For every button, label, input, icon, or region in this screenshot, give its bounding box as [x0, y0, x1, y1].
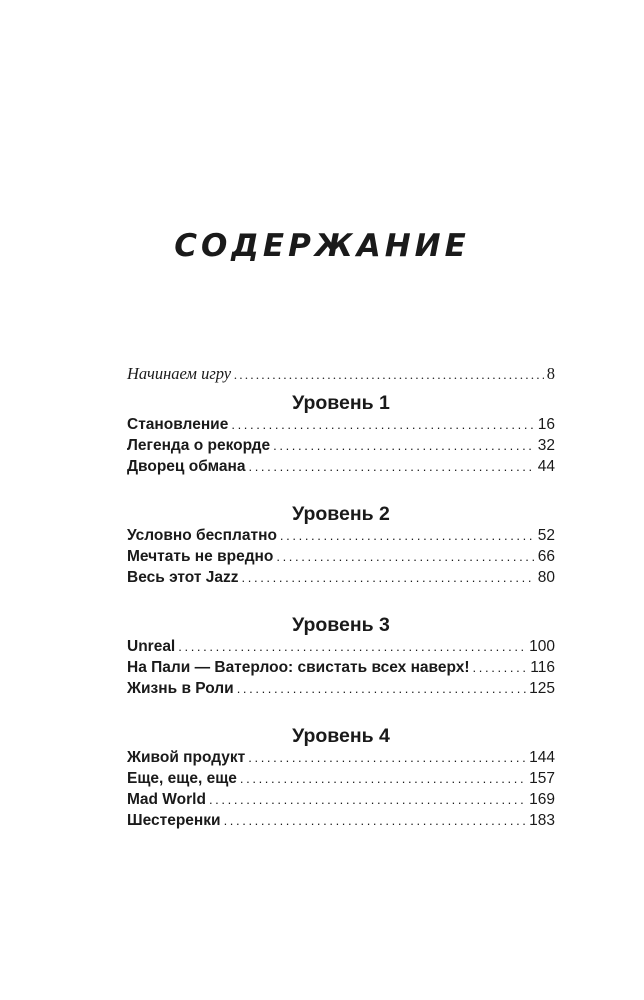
- toc-entry: [127, 569, 555, 590]
- level-heading: Уровень 1: [292, 392, 390, 414]
- toc-entry: [127, 458, 555, 479]
- toc-entry-title: Дворец обмана: [127, 458, 246, 475]
- dot-leader: [248, 750, 526, 765]
- dot-leader: [234, 367, 544, 383]
- toc-entry-title: Весь этот Jazz: [127, 569, 239, 586]
- dot-leader: [473, 660, 528, 675]
- level-section-3: [127, 612, 555, 701]
- toc-entry: [127, 659, 555, 680]
- toc-entry-title: Unreal: [127, 638, 176, 655]
- toc-entry: [127, 548, 555, 569]
- level-section-2: [127, 501, 555, 590]
- toc-entry-page: 157: [529, 770, 555, 787]
- toc-entry-page: 144: [529, 749, 555, 766]
- toc-entry-title: Становление: [127, 416, 229, 433]
- dot-leader: [231, 417, 534, 432]
- toc-entry: [127, 812, 555, 833]
- toc-entry-page: 16: [537, 416, 555, 433]
- toc-entry-page: 80: [537, 569, 555, 586]
- toc-entry-page: 183: [529, 812, 555, 829]
- toc-entry-page: 100: [529, 638, 555, 655]
- toc-entry: [127, 437, 555, 458]
- dot-leader: [240, 771, 526, 786]
- toc-entry-title: Живой продукт: [127, 749, 246, 766]
- toc-entry: [127, 527, 555, 548]
- toc-entry-page: 8: [546, 364, 555, 383]
- toc-entry-title: Начинаем игру: [127, 364, 232, 383]
- dot-leader: [273, 438, 535, 453]
- page-title: СОДЕРЖАНИЕ: [174, 228, 470, 264]
- dot-leader: [248, 459, 534, 474]
- dot-leader: [276, 549, 534, 564]
- toc-entry-page: 66: [537, 548, 555, 565]
- toc-entry-title: Еще, еще, еще: [127, 770, 237, 787]
- toc-entry-title: Mad World: [127, 791, 206, 808]
- toc-entry-title: Легенда о рекорде: [127, 437, 271, 454]
- level-section-1: [127, 390, 555, 479]
- toc-entry: [127, 680, 555, 701]
- level-heading: Уровень 2: [292, 503, 390, 525]
- toc-entry-title: Шестеренки: [127, 812, 221, 829]
- toc-entry-page: 116: [530, 659, 555, 676]
- level-heading: Уровень 4: [292, 725, 390, 747]
- dot-leader: [178, 639, 526, 654]
- toc-entry: [127, 638, 555, 659]
- level-heading: Уровень 3: [292, 614, 390, 636]
- toc-entry-title: Жизнь в Роли: [127, 680, 234, 697]
- dot-leader: [224, 813, 527, 828]
- toc-entry-page: 44: [537, 458, 555, 475]
- toc-entry: [127, 791, 555, 812]
- toc-entry-page: 125: [529, 680, 555, 697]
- toc-entry: [127, 416, 555, 437]
- toc-entry-title: Мечтать не вредно: [127, 548, 274, 565]
- toc-entry-page: 169: [529, 791, 555, 808]
- table-of-contents: [127, 364, 555, 833]
- toc-entry-page: 52: [537, 527, 555, 544]
- dot-leader: [209, 792, 526, 807]
- dot-leader: [280, 528, 535, 543]
- toc-entry: [127, 770, 555, 791]
- dot-leader: [237, 681, 526, 696]
- toc-entry-intro: [127, 364, 555, 390]
- toc-entry-page: 32: [537, 437, 555, 454]
- toc-entry-title: На Пали — Ватерлоо: свистать всех наверх!: [127, 659, 470, 676]
- toc-entry-title: Условно бесплатно: [127, 527, 277, 544]
- level-section-4: [127, 723, 555, 833]
- dot-leader: [242, 570, 535, 585]
- toc-entry: [127, 749, 555, 770]
